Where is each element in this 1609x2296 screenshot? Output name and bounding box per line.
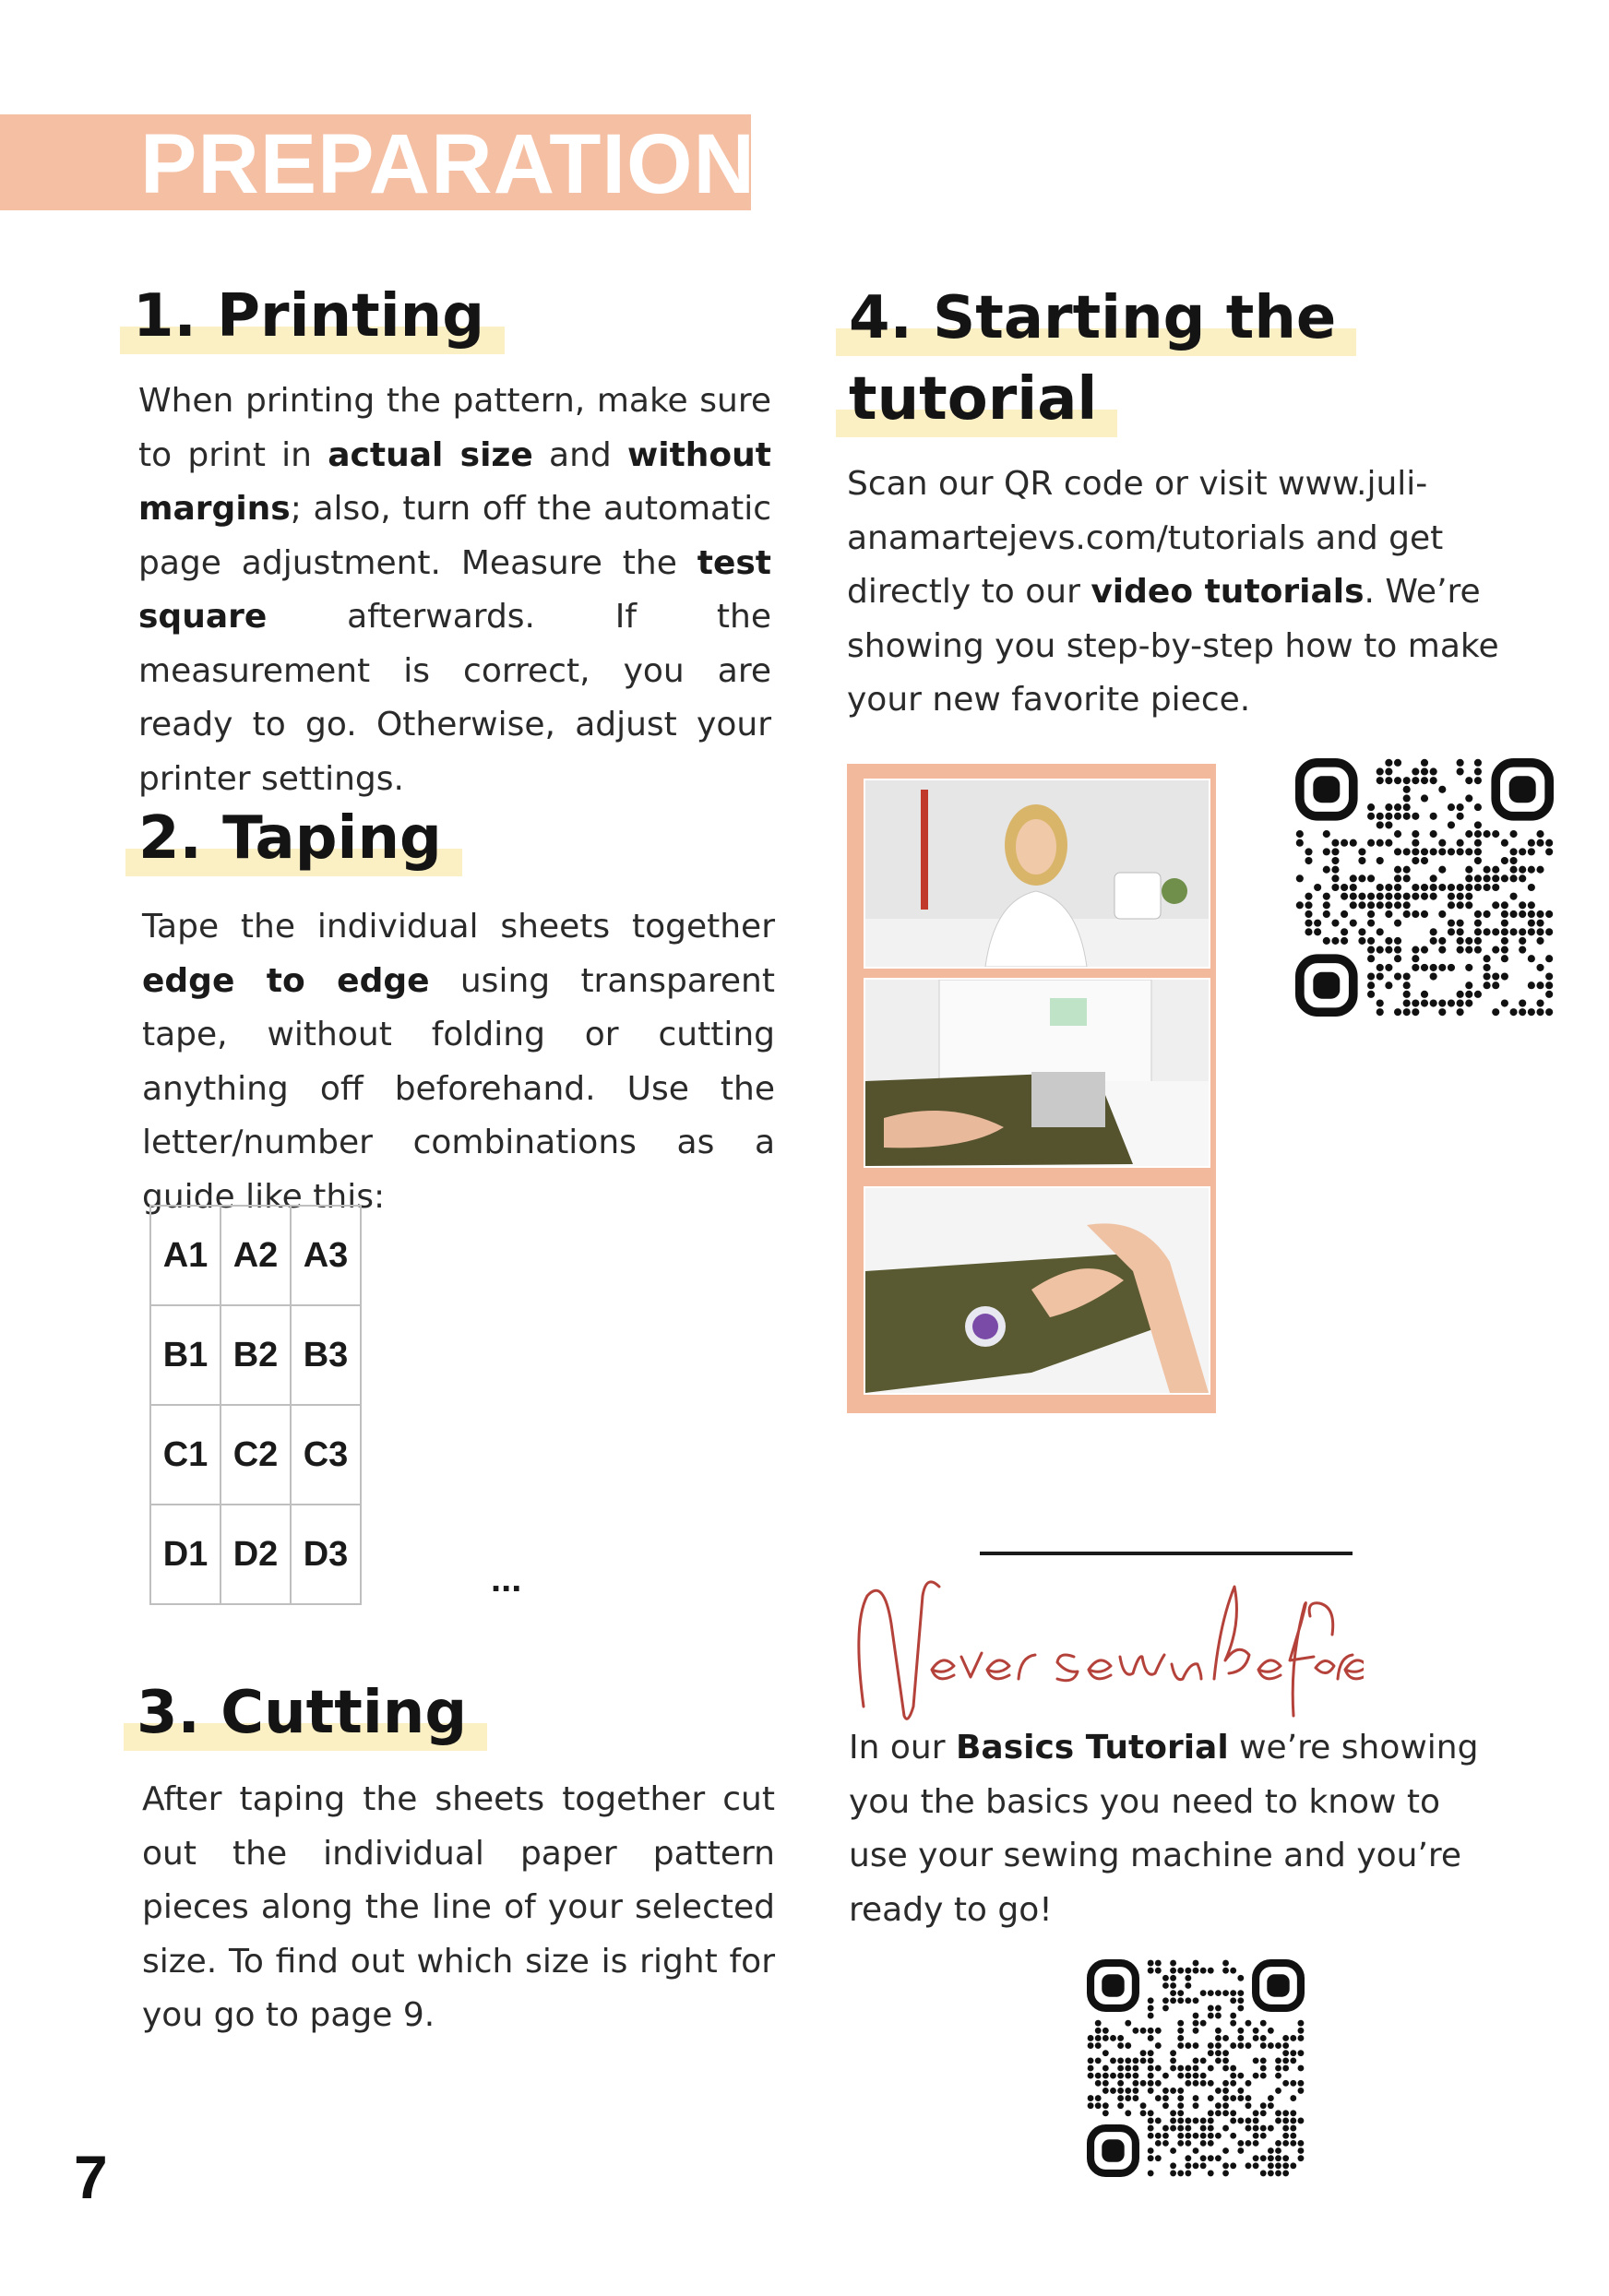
grid-cell: B2 [220, 1305, 291, 1405]
text-run: In our [849, 1729, 956, 1767]
tutorial-paragraph [847, 458, 1504, 728]
bold-run: edge to edge [142, 961, 430, 1000]
grid-row [150, 1505, 361, 1604]
bold-run: Basics Tutorial [955, 1729, 1229, 1767]
grid-cell: A2 [220, 1206, 291, 1305]
photo-pinning-fabric [864, 1186, 1210, 1395]
page-title: PREPARATION [140, 117, 756, 211]
heading-tutorial-line1 [849, 279, 1336, 358]
heading-tutorial-line2-text: tutorial [849, 365, 1098, 434]
section-divider [980, 1552, 1353, 1555]
bold-run: video tutorials [1091, 573, 1365, 611]
grid-cell: D1 [150, 1505, 220, 1604]
text-run: and [532, 435, 627, 474]
grid-cell: C1 [150, 1405, 220, 1505]
grid-cell: D3 [291, 1505, 361, 1604]
grid-cell: C3 [291, 1405, 361, 1505]
tutorial-qr-code[interactable] [1295, 758, 1554, 1017]
basics-qr-code[interactable] [1087, 1959, 1305, 2177]
text-run: we’re showing you the basics you need to know to use your sewing machine and you’re ready to go! [849, 1729, 1479, 1929]
grid-cell: B1 [150, 1305, 220, 1405]
bold-run: actual size [328, 435, 533, 474]
cutting-paragraph [142, 1773, 775, 2043]
never-sewn-before-script [847, 1568, 1364, 1725]
grid-row [150, 1305, 361, 1405]
heading-taping-text: 2. Taping [138, 804, 442, 873]
basics-paragraph [849, 1721, 1506, 1937]
text-run: ; also, turn off the automatic page adjustment. Measure the [138, 490, 771, 582]
heading-printing [133, 277, 484, 356]
text-run: afterwards. If the measurement is correct, you are ready to go. Otherwise, adjust your printer settings. [138, 598, 771, 798]
text-run: When printing the pattern, make sure to print in [138, 382, 771, 474]
text-run: . We’re showing you step-by-step how to make your new favorite piece. [847, 573, 1499, 719]
tutorial-photo-collage [847, 764, 1216, 1413]
grid-cell: D2 [220, 1505, 291, 1604]
grid-cell: B3 [291, 1305, 361, 1405]
printing-paragraph [138, 375, 771, 806]
grid-cell: C2 [220, 1405, 291, 1505]
grid-cell: A3 [291, 1206, 361, 1305]
grid-row [150, 1206, 361, 1305]
grid-cell: A1 [150, 1206, 220, 1305]
photo-sewing-machine [864, 978, 1210, 1168]
heading-tutorial-line2 [849, 360, 1097, 439]
grid-row [150, 1405, 361, 1505]
taping-paragraph [142, 900, 775, 1224]
bold-run: without margins [138, 435, 771, 528]
sheet-grid-table [149, 1205, 362, 1605]
bold-run: test square [138, 543, 771, 636]
text-run: Scan our QR code or visit www.juli-anamartejevs.com/tutorials and get directly to our [847, 465, 1444, 611]
heading-cutting-text: 3. Cutting [137, 1679, 468, 1747]
text-run: Tape the individual sheets together [142, 908, 775, 946]
heading-cutting [137, 1673, 467, 1753]
grid-ellipsis: ... [491, 1559, 522, 1600]
text-run: After taping the sheets together cut out the individual paper pattern pieces along the line of your selected size. To find out which size is right for you go to page 9. [142, 1780, 775, 2034]
heading-tutorial-line1-text: 4. Starting the [849, 284, 1337, 352]
heading-printing-text: 1. Printing [133, 282, 484, 351]
heading-taping [138, 799, 442, 878]
page-number: 7 [74, 2143, 108, 2211]
text-run: using transparent tape, without folding or cutting anything off beforehand. Use the letter/number combinations as a guide like this: [142, 961, 775, 1216]
photo-presenter [864, 779, 1210, 969]
